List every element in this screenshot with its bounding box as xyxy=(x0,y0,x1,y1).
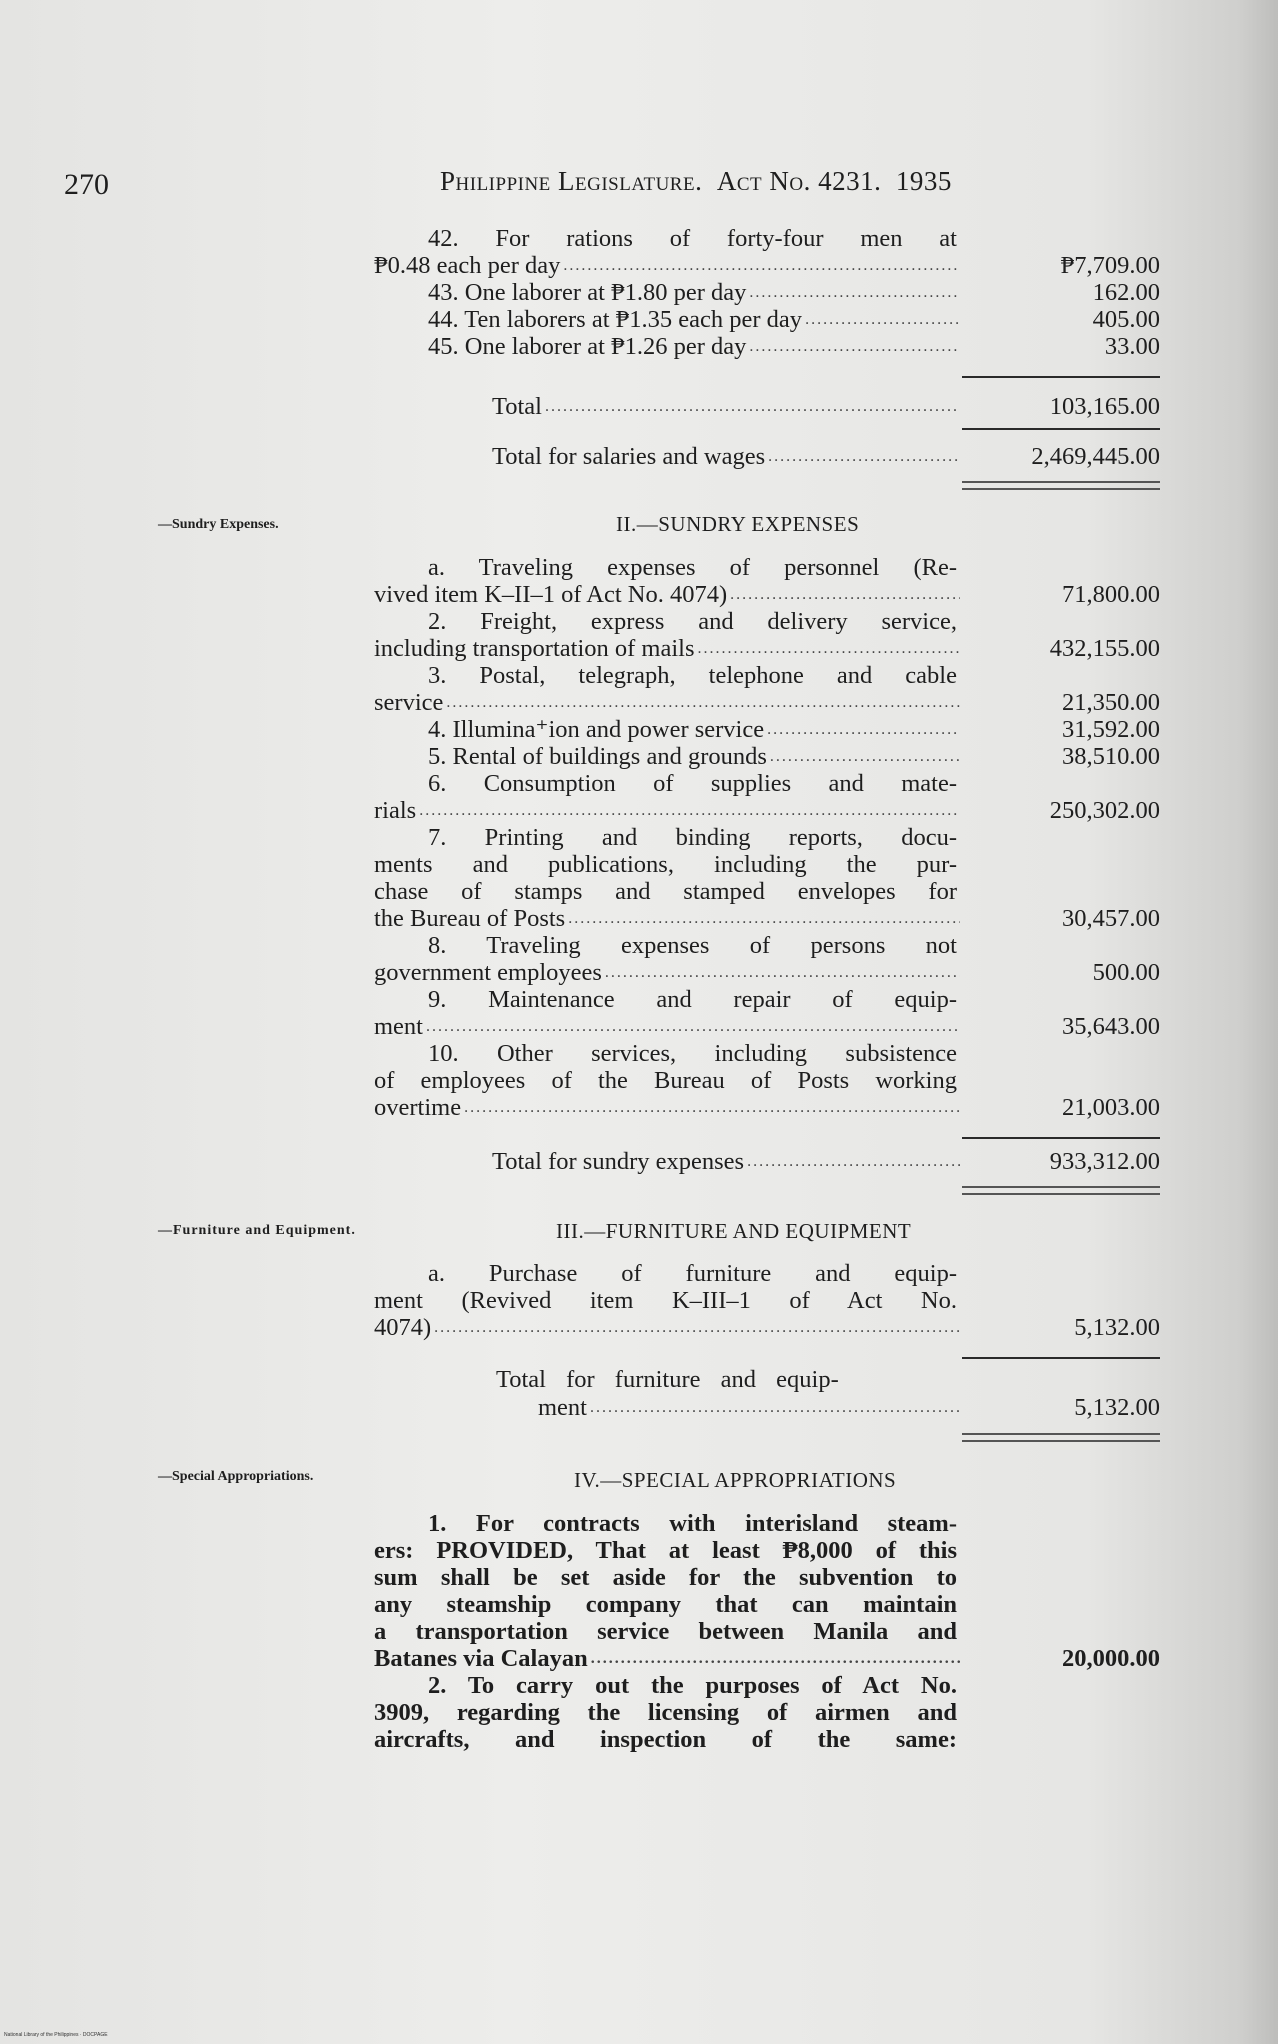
leader-dots xyxy=(419,797,960,824)
text-line xyxy=(428,1260,960,1287)
sundry-total-line: Total for sundry expenses ..... xyxy=(492,1148,960,1175)
line-amount: 35,643.00 xyxy=(1062,1013,1160,1040)
line-amount: 31,592.00 xyxy=(1062,716,1160,743)
text-line xyxy=(374,252,960,279)
double-rule xyxy=(962,1433,1160,1442)
rule xyxy=(962,1357,1160,1359)
text-line xyxy=(374,878,960,905)
line-amount: 162.00 xyxy=(1092,279,1160,306)
leader-dots xyxy=(770,743,960,770)
line-text: ments and publications, including the pur- xyxy=(374,851,957,878)
line-text: ment (Revived item K–III–1 of Act No. xyxy=(374,1287,957,1314)
margin-note-special: —Special Appropriations. xyxy=(158,1469,314,1484)
line-text: the Bureau of Posts xyxy=(374,905,566,932)
sundry-total-amount: 933,312.00 xyxy=(1049,1148,1160,1175)
furniture-total-amount: 5,132.00 xyxy=(1074,1394,1160,1421)
text-line xyxy=(374,689,960,716)
line-text: 8. Traveling expenses of persons not xyxy=(428,932,957,959)
leader-dots xyxy=(426,1013,960,1040)
rule xyxy=(962,376,1160,378)
section-heading-sundry: II.—SUNDRY EXPENSES xyxy=(616,512,860,536)
section-heading-furniture: III.—FURNITURE AND EQUIPMENT xyxy=(556,1219,912,1243)
line-text: 9. Maintenance and repair of equip- xyxy=(428,986,957,1013)
line-text: 2. Freight, express and delivery service, xyxy=(428,608,957,635)
text-line xyxy=(428,554,960,581)
line-text: chase of stamps and stamped envelopes for xyxy=(374,878,957,905)
text-line xyxy=(428,986,960,1013)
line-text: ₱0.48 each per day xyxy=(374,252,561,279)
line-text: 4. Illumina⁺ion and power service xyxy=(428,716,765,743)
line-text: 5. Rental of buildings and grounds xyxy=(428,743,767,770)
line-amount: 500.00 xyxy=(1092,959,1160,986)
footer-credit: National Library of the Philippines · DOCPAGE xyxy=(4,2032,108,2038)
margin-note-furniture: —Furniture and Equipment. xyxy=(158,1223,356,1238)
line-text: 2. To carry out the purposes of Act No. xyxy=(428,1672,957,1699)
leader-dots xyxy=(698,635,961,662)
text-line xyxy=(428,306,960,333)
line-amount: 20,000.00 xyxy=(1062,1645,1160,1672)
line-amount: 405.00 xyxy=(1092,306,1160,333)
total-amount: 103,165.00 xyxy=(1049,393,1160,420)
line-text: 3. Postal, telegraph, telephone and cable xyxy=(428,662,957,689)
line-text: 44. Ten laborers at ₱1.35 each per day xyxy=(428,306,803,333)
leader-dots xyxy=(464,1094,960,1121)
page-number: 270 xyxy=(64,168,109,201)
margin-note-sundry: —Sundry Expenses. xyxy=(158,517,279,532)
line-text: overtime xyxy=(374,1094,462,1121)
text-line xyxy=(374,1618,960,1645)
line-text: of employees of the Bureau of Posts working xyxy=(374,1067,957,1094)
line-text: 6. Consumption of supplies and mate- xyxy=(428,770,957,797)
salaries-total-amount: 2,469,445.00 xyxy=(1031,443,1160,470)
line-text: 7. Printing and binding reports, docu- xyxy=(428,824,957,851)
rule xyxy=(962,1137,1160,1139)
line-amount: 30,457.00 xyxy=(1062,905,1160,932)
text-line xyxy=(374,635,960,662)
leader-dots xyxy=(730,581,960,608)
line-amount: 432,155.00 xyxy=(1049,635,1160,662)
line-amount: 33.00 xyxy=(1104,333,1160,360)
leader-dots xyxy=(767,716,960,743)
text-line xyxy=(428,662,960,689)
line-text: 42. For rations of forty-four men at xyxy=(428,225,957,252)
leader-dots xyxy=(563,252,960,279)
line-amount: 21,350.00 xyxy=(1062,689,1160,716)
line-text: 4074) xyxy=(374,1314,432,1341)
header-act: Act No. 4231. xyxy=(716,166,882,196)
line-amount: 5,132.00 xyxy=(1074,1314,1160,1341)
text-line xyxy=(374,1564,960,1591)
leader-dots xyxy=(805,306,960,333)
line-amount: 71,800.00 xyxy=(1062,581,1160,608)
line-text: a. Traveling expenses of personnel (Re- xyxy=(428,554,957,581)
line-text: aircrafts, and inspection of the same: xyxy=(374,1726,957,1753)
text-line xyxy=(374,1067,960,1094)
leader-dots xyxy=(434,1314,960,1341)
text-line xyxy=(374,797,960,824)
line-text: ers: PROVIDED, That at least ₱8,000 of this xyxy=(374,1537,957,1564)
text-line xyxy=(428,1510,960,1537)
text-line xyxy=(374,851,960,878)
text-line xyxy=(374,1699,960,1726)
line-text: vived item K–II–1 of Act No. 4074) xyxy=(374,581,728,608)
text-line xyxy=(428,770,960,797)
leader-dots xyxy=(591,1645,960,1672)
line-text: 3909, regarding the licensing of airmen and xyxy=(374,1699,957,1726)
line-text: 10. Other services, including subsistence xyxy=(428,1040,957,1067)
text-line xyxy=(374,1645,960,1672)
leader-dots xyxy=(749,279,960,306)
leader-dots xyxy=(749,333,960,360)
text-line xyxy=(374,959,960,986)
text-line xyxy=(428,608,960,635)
header-legislature: Philippine Legislature. xyxy=(440,166,703,196)
text-line xyxy=(374,1094,960,1121)
double-rule xyxy=(962,481,1160,490)
line-text: government employees xyxy=(374,959,602,986)
line-text: service xyxy=(374,689,444,716)
leader-dots xyxy=(568,905,960,932)
text-line xyxy=(374,1537,960,1564)
text-line xyxy=(374,1013,960,1040)
line-text: 43. One laborer at ₱1.80 per day xyxy=(428,279,747,306)
section-heading-special: IV.—SPECIAL APPROPRIATIONS xyxy=(574,1468,897,1492)
text-line xyxy=(428,279,960,306)
text-line xyxy=(428,225,960,252)
line-text: Batanes via Calayan xyxy=(374,1645,588,1672)
text-line xyxy=(428,932,960,959)
text-line xyxy=(374,581,960,608)
line-text: ment xyxy=(374,1013,423,1040)
line-text: a transportation service between Manila and xyxy=(374,1618,957,1645)
text-line xyxy=(374,1726,960,1753)
line-text: sum shall be set aside for the subvention to xyxy=(374,1564,957,1591)
text-line xyxy=(428,333,960,360)
furniture-total-line-2: ment ..... xyxy=(538,1394,960,1421)
text-line xyxy=(428,743,960,770)
line-text: rials xyxy=(374,797,417,824)
salaries-total-line: Total for salaries and wages ..... xyxy=(492,443,960,470)
text-line xyxy=(374,1314,960,1341)
line-text: a. Purchase of furniture and equip- xyxy=(428,1260,957,1287)
text-line xyxy=(374,1591,960,1618)
leader-dots xyxy=(605,959,960,986)
text-line xyxy=(374,1287,960,1314)
line-text: 45. One laborer at ₱1.26 per day xyxy=(428,333,747,360)
text-line xyxy=(428,716,960,743)
rule xyxy=(962,428,1160,430)
line-text: including transportation of mails xyxy=(374,635,695,662)
page-header xyxy=(440,166,952,197)
line-amount: 21,003.00 xyxy=(1062,1094,1160,1121)
furniture-total-line-1: Total for furniture and equip- xyxy=(496,1366,839,1393)
line-amount: 250,302.00 xyxy=(1049,797,1160,824)
line-amount: ₱7,709.00 xyxy=(1060,252,1160,279)
line-text: any steamship company that can maintain xyxy=(374,1591,957,1618)
text-line xyxy=(374,905,960,932)
text-line xyxy=(428,1040,960,1067)
double-rule xyxy=(962,1186,1160,1195)
line-text: 1. For contracts with interisland steam- xyxy=(428,1510,957,1537)
total-line: Total ..... xyxy=(492,393,960,420)
text-line xyxy=(428,1672,960,1699)
header-year: 1935 xyxy=(895,166,952,196)
line-amount: 38,510.00 xyxy=(1062,743,1160,770)
leader-dots xyxy=(446,689,960,716)
text-line xyxy=(428,824,960,851)
